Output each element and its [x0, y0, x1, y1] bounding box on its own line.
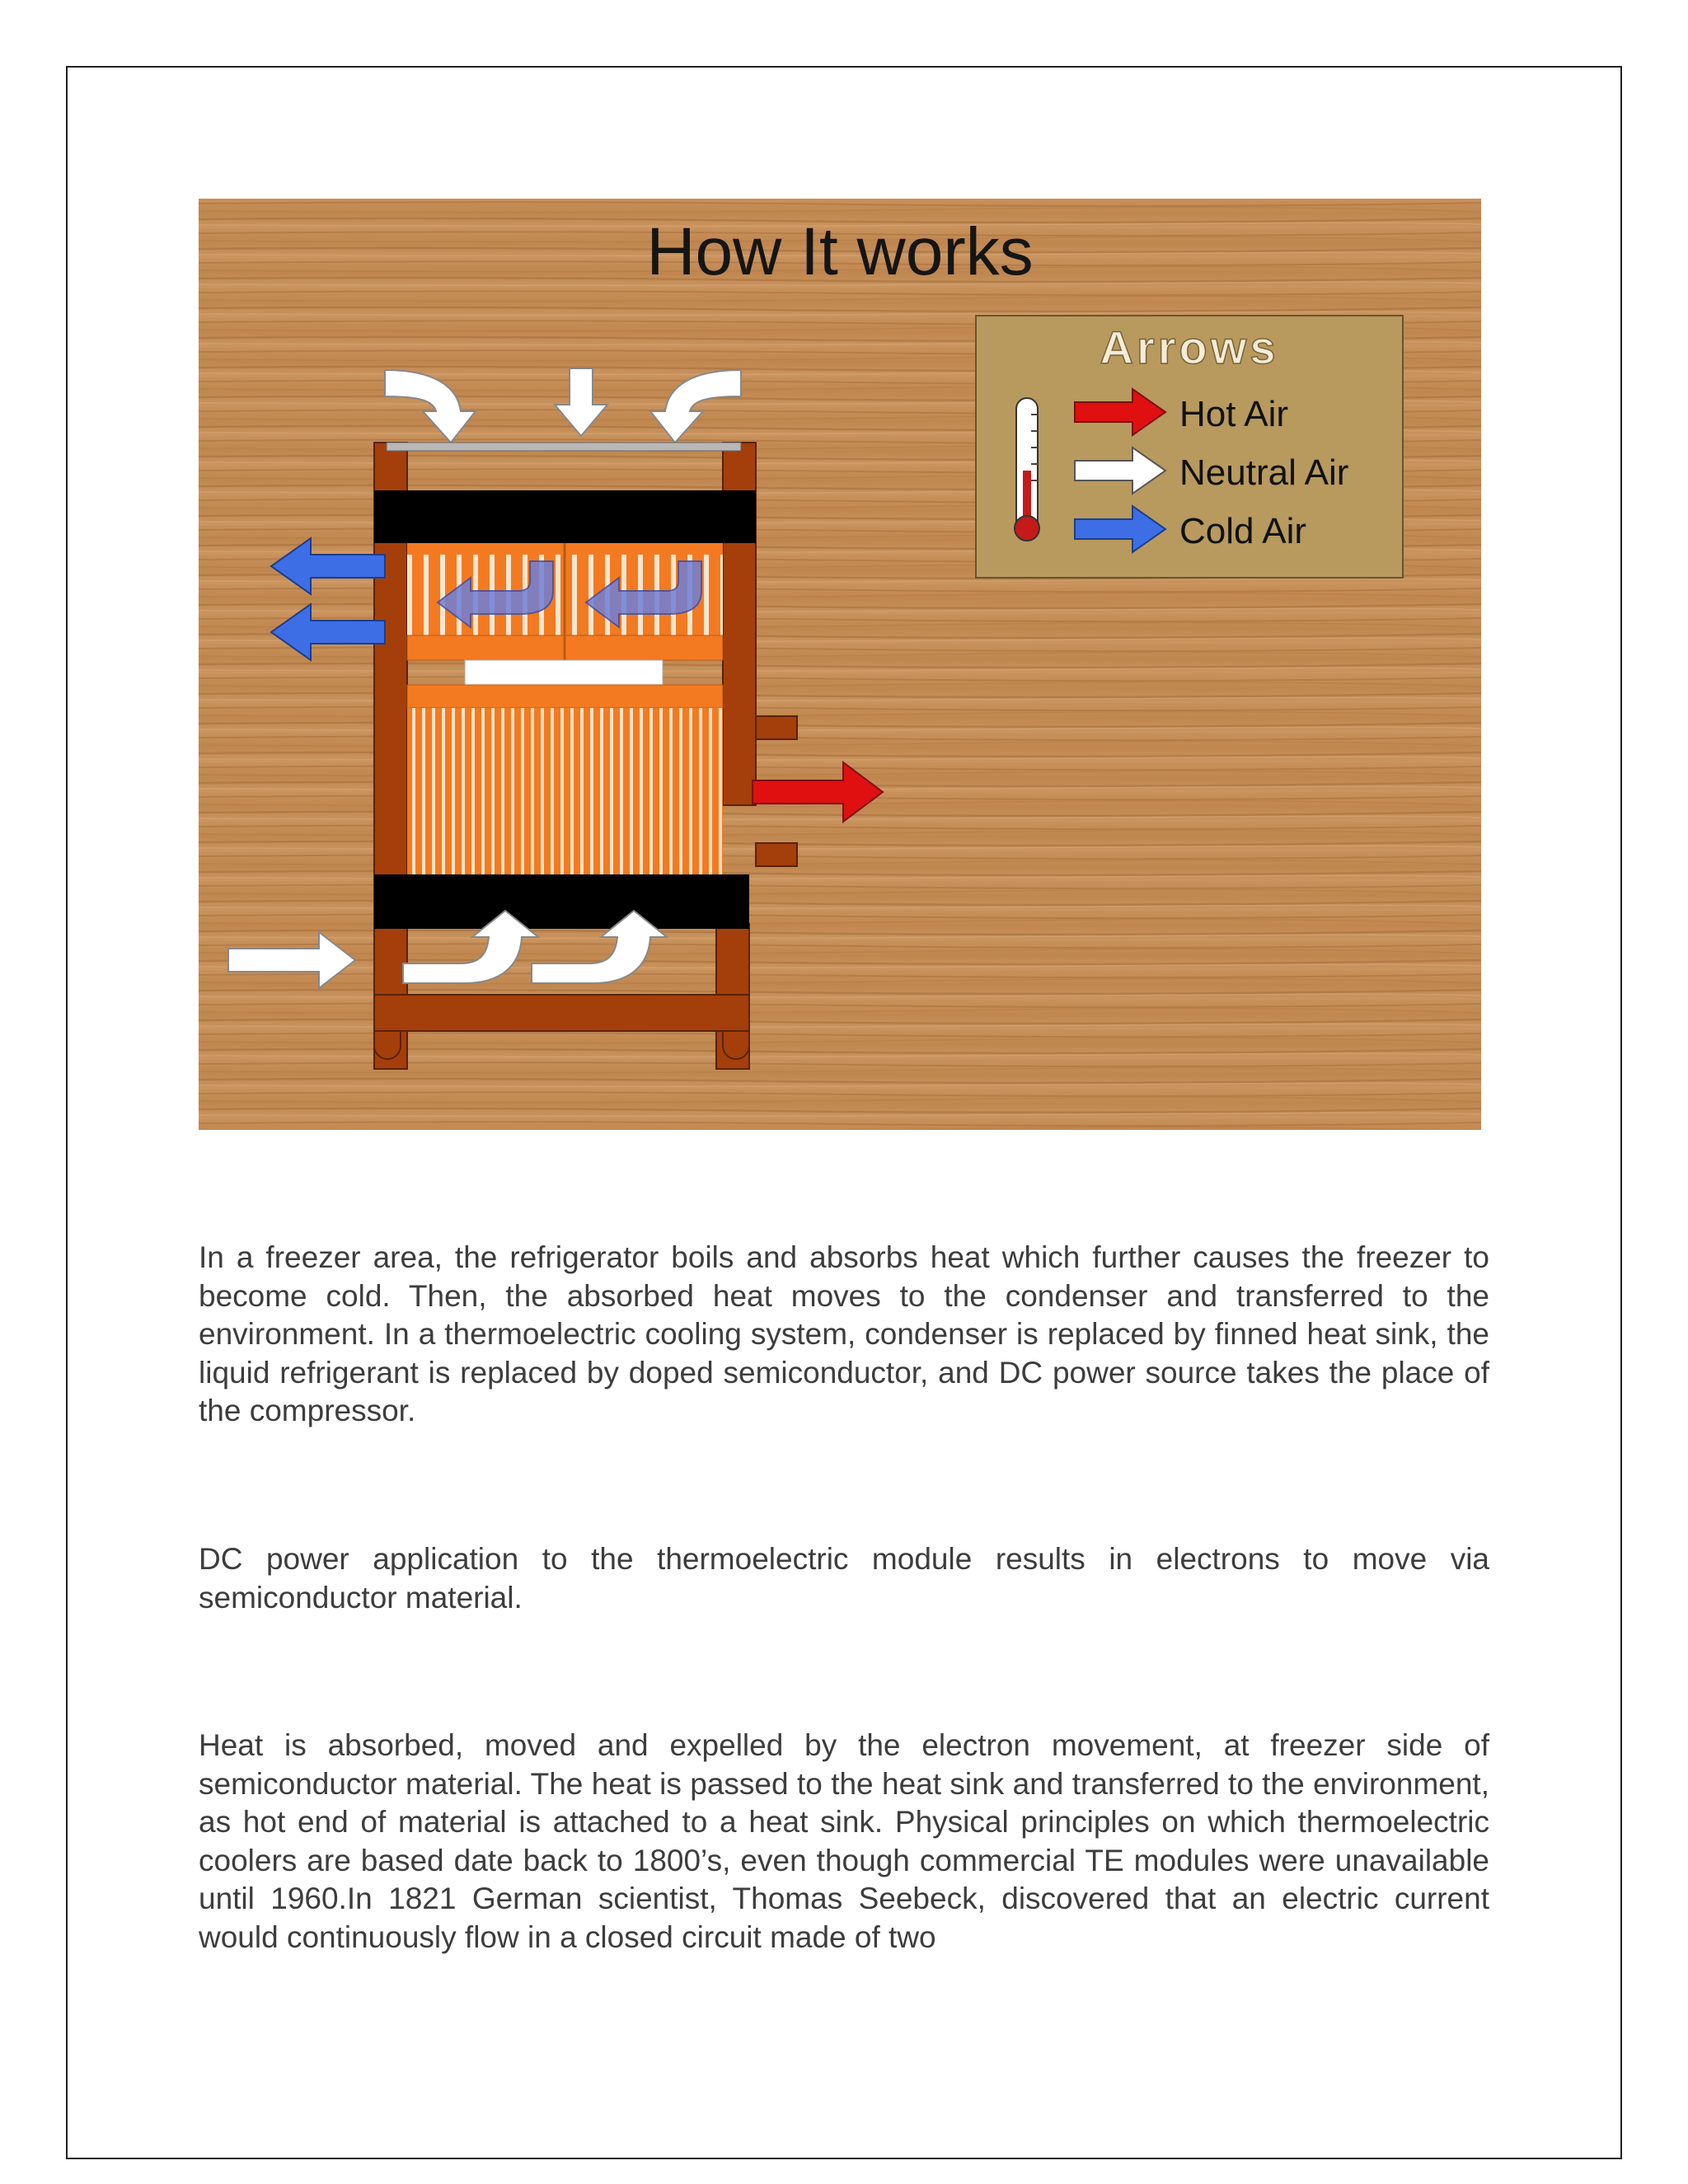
thermoelectric-module: [465, 660, 663, 685]
thermometer-icon: [1015, 398, 1039, 541]
paragraph-heat-absorption: Heat is absorbed, moved and expelled by the electron movement, at freezer side of semiconductor material. The heat is passed to the heat sink and transferred to the environment, as hot end of material is attached to a heat sink. Physical principles on which thermoelectric coolers are based date back to 1800’s, even though commercial TE modules were unavailable until 1960.In 1821 German scientist, Thomas Seebeck, discovered that an electric current would continuously flow in a closed circuit made of two: [199, 1728, 1489, 1954]
legend-label-hot: Hot Air: [1179, 394, 1289, 434]
paragraph-freezer-process: In a freezer area, the refrigerator boils and absorbs heat which further causes the freezer to become cold. Then, the absorbed heat moves to the condenser and transferred to the environment. In a thermoelectric cooling system, condenser is replaced by finned heat sink, the liquid refrigerant is replaced by doped semiconductor, and DC power source takes the place of the compressor.: [199, 1240, 1489, 1427]
legend-label-neutral: Neutral Air: [1179, 452, 1349, 493]
legend-box: [976, 316, 1403, 578]
figure-title: How It works: [646, 214, 1034, 289]
paragraph-dc-power: DC power application to the thermoelectric module results in electrons to move via semiconductor material.: [199, 1542, 1489, 1615]
legend-heading: Arrows: [1100, 321, 1279, 373]
lower-heat-sink-fins: [407, 708, 723, 874]
how-it-works-diagram: [199, 199, 1481, 1130]
legend-label-cold: Cold Air: [1179, 511, 1307, 551]
